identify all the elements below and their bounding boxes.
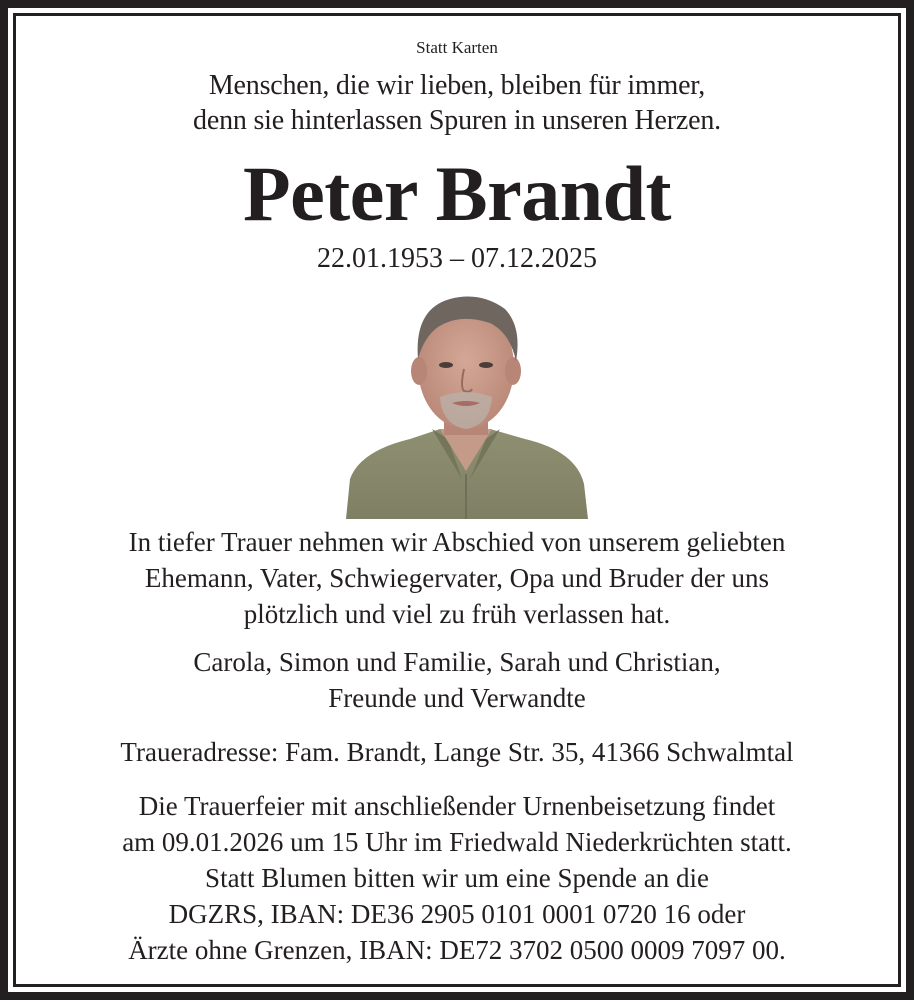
family-signatures xyxy=(16,644,898,716)
obituary-border-gap xyxy=(8,8,906,992)
mourning-line: plötzlich und viel zu früh verlassen hat. xyxy=(243,599,671,629)
ceremony-info xyxy=(16,788,898,968)
life-dates: 22.01.1953 – 07.12.2025 xyxy=(317,243,597,274)
pre-title: Statt Karten xyxy=(416,38,498,57)
ceremony-line: Die Trauerfeier mit anschließender Urnenbeisetzung findet xyxy=(138,791,776,821)
donation-iban-dgzrs: DGZRS, IBAN: DE36 2905 0101 0001 0720 16 oder xyxy=(168,899,746,929)
mourning-text xyxy=(16,524,898,632)
motto xyxy=(16,68,898,138)
motto-line: Menschen, die wir lieben, bleiben für immer, xyxy=(208,70,706,101)
mourning-line: In tiefer Trauer nehmen wir Abschied von unserem geliebten xyxy=(128,527,786,557)
obituary-inner-border xyxy=(13,13,901,987)
motto-line: denn sie hinterlassen Spuren in unseren Herzen. xyxy=(193,105,721,136)
mourning-address: Traueradresse: Fam. Brandt, Lange Str. 35, 41366 Schwalmtal xyxy=(120,737,794,767)
deceased-name: Peter Brandt xyxy=(243,150,671,237)
portrait-image xyxy=(340,279,592,519)
ceremony-line: am 09.01.2026 um 15 Uhr im Friedwald Niederkrüchten statt. xyxy=(122,827,792,857)
family-line: Carola, Simon und Familie, Sarah und Christian, xyxy=(193,647,721,677)
obituary-notice xyxy=(16,16,898,984)
portrait-photo xyxy=(340,279,592,519)
donation-line: Statt Blumen bitten wir um eine Spende an die xyxy=(205,863,709,893)
family-line: Freunde und Verwandte xyxy=(328,683,586,713)
donation-iban-msf: Ärzte ohne Grenzen, IBAN: DE72 3702 0500 0009 7097 00. xyxy=(128,935,786,965)
mourning-line: Ehemann, Vater, Schwiegervater, Opa und Bruder der uns xyxy=(144,563,770,593)
